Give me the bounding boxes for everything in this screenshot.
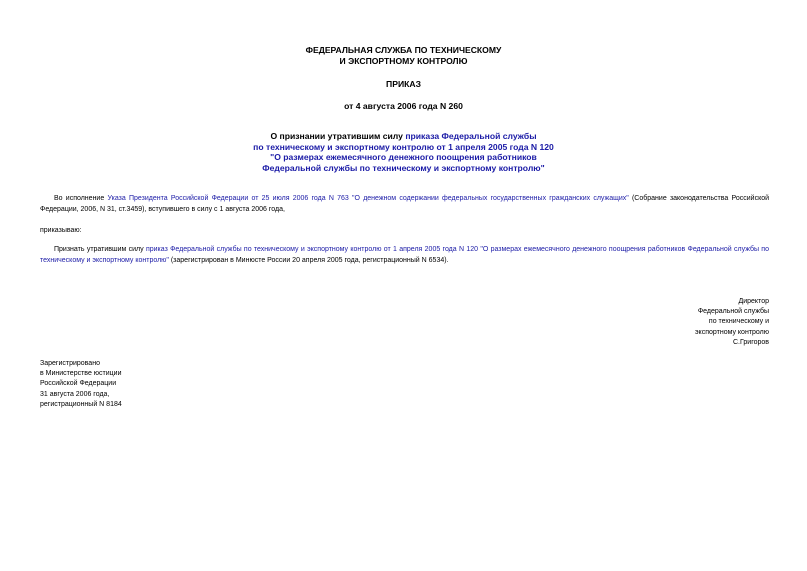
title-link-part1[interactable]: приказа Федеральной службы (405, 131, 537, 141)
title-prefix: О признании утратившим силу (270, 131, 406, 141)
document-type-label: ПРИКАЗ (386, 79, 421, 89)
registration-line1: Зарегистрировано (40, 360, 100, 367)
document-title (0, 131, 807, 173)
signature-block (695, 297, 769, 348)
operative-suffix: (зарегистрирован в Минюсте России 20 апреля 2005 года, регистрационный N 6534). (168, 257, 449, 264)
paragraph-order-word (40, 225, 769, 236)
operative-prefix: Признать утратившим силу (54, 246, 146, 253)
document-type (0, 79, 807, 90)
preamble-suffix: (Собрание законодательства Российской Федерации, 2006, N 31, ст.3459), вступившего в силу с 1 августа 2006 года, (40, 195, 770, 213)
agency-name-line1: ФЕДЕРАЛЬНАЯ СЛУЖБА ПО ТЕХНИЧЕСКОМУ (305, 45, 502, 55)
signature-line4: экспортному контролю (694, 328, 769, 336)
signature-line2: Федеральной службы (697, 308, 769, 316)
title-link-part3[interactable]: "О размерах ежемесячного денежного поощрения работников (270, 152, 537, 162)
registration-block (40, 359, 122, 410)
signature-line1: Директор (738, 298, 769, 305)
agency-name-line2: И ЭКСПОРТНОМУ КОНТРОЛЮ (339, 55, 468, 66)
title-link-part4[interactable]: Федеральной службы по техническому и экспортному контролю" (262, 162, 545, 173)
preamble-prefix: Во исполнение (54, 195, 108, 202)
order-word: приказываю: (40, 227, 82, 234)
paragraph-preamble (40, 193, 769, 215)
signature-line3: по техническому и (708, 318, 769, 326)
title-link-part2[interactable]: по техническому и экспортному контролю от 1 апреля 2005 года N 120 (253, 141, 554, 152)
decree-link[interactable]: Указа Президента Российской Федерации от 25 июля 2006 года N 763 "О денежном содержании федеральных государственных гражданских служащих" (107, 195, 629, 202)
document-date (0, 101, 807, 112)
registration-number: регистрационный N 8184 (40, 400, 122, 408)
registration-line3: Российской Федерации (40, 380, 117, 388)
agency-header (0, 45, 807, 66)
signature-name: С.Григоров (733, 338, 769, 346)
paragraph-operative (40, 244, 769, 266)
repealed-order-link[interactable]: приказ Федеральной службы по техническому и экспортному контролю от 1 апреля 2005 года N 120 "О размерах ежемесячного денежного поощрения работников Федеральной службы по техническому и экспортному контролю" (40, 246, 769, 264)
title-line1 (0, 131, 807, 142)
document-date-label: от 4 августа 2006 года N 260 (344, 101, 463, 111)
registration-line4: 31 августа 2006 года, (40, 390, 110, 398)
registration-line2: в Министерстве юстиции (40, 370, 122, 378)
